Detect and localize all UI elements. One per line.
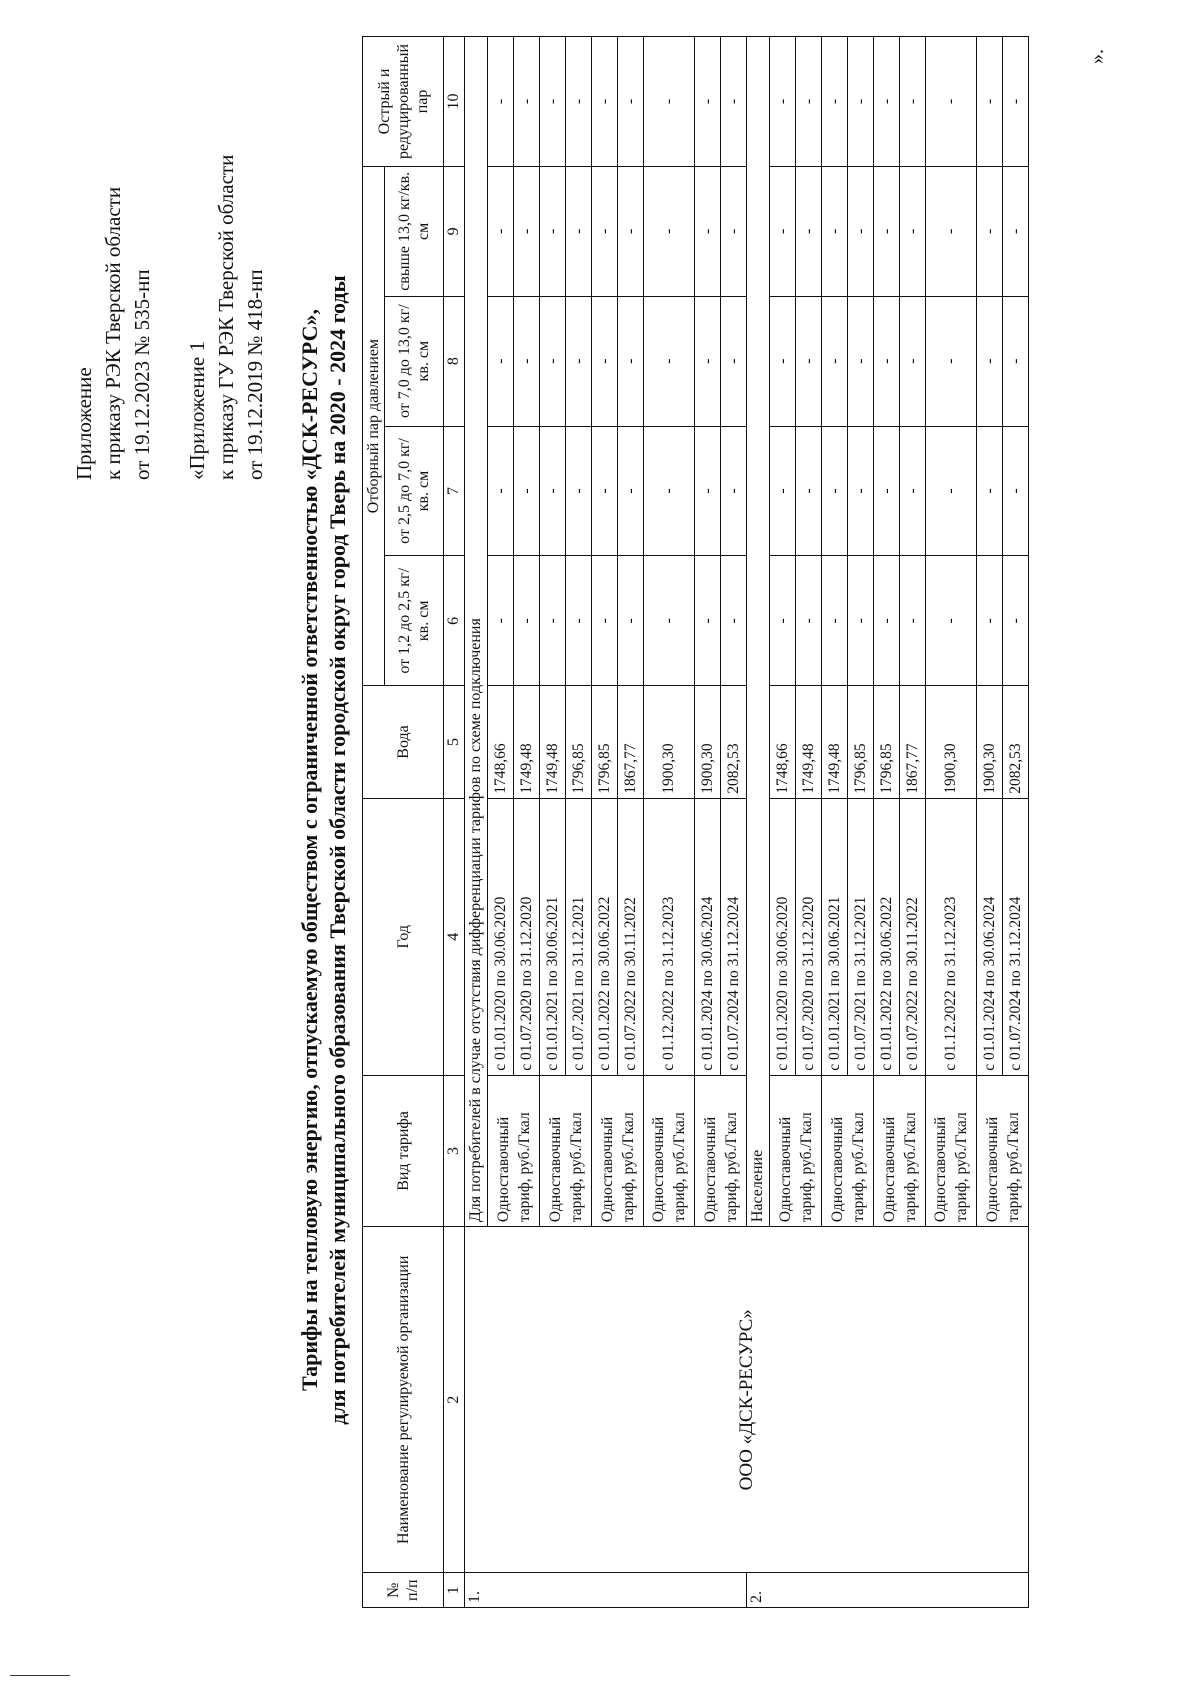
empty-dash-cell: - xyxy=(1003,556,1029,686)
closing-quote: ». xyxy=(1086,49,1108,64)
title-line-1: Тарифы на тепловую энергию, отпускаемую обществом с ограниченной ответственностью «ДСК-РЕСУРС», xyxy=(297,308,322,1392)
empty-dash-cell: - xyxy=(592,37,618,167)
empty-dash-cell: - xyxy=(926,166,977,296)
tariff-kind: Одноставочный тариф, руб./Гкал xyxy=(540,1075,592,1226)
water-tariff-value: 1900,30 xyxy=(695,686,721,799)
header-kind: Вид тарифа xyxy=(363,1075,444,1226)
tariff-kind: Одноставочный тариф, руб./Гкал xyxy=(770,1075,822,1226)
empty-dash-cell: - xyxy=(695,556,721,686)
empty-dash-cell: - xyxy=(721,296,747,426)
column-index-cell: 7 xyxy=(444,426,465,556)
tariff-period: с 01.01.2020 по 30.06.2020 xyxy=(770,798,796,1075)
empty-dash-cell: - xyxy=(770,166,796,296)
empty-dash-cell: - xyxy=(900,426,926,556)
prev-appendix-label: «Приложение 1 xyxy=(185,341,209,480)
prev-appendix-order: к приказу ГУ РЭК Тверской области xyxy=(214,154,238,480)
tariff-period: с 01.07.2024 по 31.12.2024 xyxy=(721,798,747,1075)
header-year: Год xyxy=(363,798,444,1075)
empty-dash-cell: - xyxy=(618,37,644,167)
section-row xyxy=(465,37,488,1608)
column-index-cell: 1 xyxy=(444,1573,465,1608)
empty-dash-cell: - xyxy=(721,166,747,296)
empty-dash-cell: - xyxy=(796,296,822,426)
empty-dash-cell: - xyxy=(770,296,796,426)
empty-dash-cell: - xyxy=(540,296,566,426)
water-tariff-value: 1796,85 xyxy=(566,686,592,799)
empty-dash-cell: - xyxy=(977,296,1003,426)
tariff-period: с 01.07.2020 по 31.12.2020 xyxy=(514,798,540,1075)
empty-dash-cell: - xyxy=(822,166,848,296)
empty-dash-cell: - xyxy=(848,426,874,556)
water-tariff-value: 1748,66 xyxy=(770,686,796,799)
empty-dash-cell: - xyxy=(1003,426,1029,556)
section-title: Для потребителей в случае отсутствия дифференциации тарифов по схеме подключения xyxy=(465,37,488,1227)
tariff-kind: Одноставочный тариф, руб./Гкал xyxy=(822,1075,874,1226)
column-index-cell: 10 xyxy=(444,37,465,167)
empty-dash-cell: - xyxy=(900,37,926,167)
header-num: № п/п xyxy=(363,1573,444,1608)
empty-dash-cell: - xyxy=(618,166,644,296)
water-tariff-value: 1749,48 xyxy=(514,686,540,799)
empty-dash-cell: - xyxy=(874,166,900,296)
organization-name: ООО «ДСК-РЕСУРС» xyxy=(465,1227,1029,1573)
empty-dash-cell: - xyxy=(874,426,900,556)
empty-dash-cell: - xyxy=(514,296,540,426)
appendix-label: Приложение xyxy=(72,367,96,480)
empty-dash-cell: - xyxy=(926,556,977,686)
header-water: Вода xyxy=(363,686,444,799)
empty-dash-cell: - xyxy=(874,556,900,686)
empty-dash-cell: - xyxy=(488,37,514,167)
water-tariff-value: 2082,53 xyxy=(1003,686,1029,799)
empty-dash-cell: - xyxy=(695,37,721,167)
water-tariff-value: 1900,30 xyxy=(926,686,977,799)
water-tariff-value: 1796,85 xyxy=(874,686,900,799)
tariff-period: с 01.01.2021 по 30.06.2021 xyxy=(822,798,848,1075)
empty-dash-cell: - xyxy=(644,166,695,296)
header-p3: от 7,0 до 13,0 кг/кв. см xyxy=(385,296,444,426)
header-p2: от 2,5 до 7,0 кг/кв. см xyxy=(385,426,444,556)
water-tariff-value: 1749,48 xyxy=(540,686,566,799)
tariff-kind: Одноставочный тариф, руб./Гкал xyxy=(488,1075,540,1226)
empty-dash-cell: - xyxy=(644,556,695,686)
empty-dash-cell: - xyxy=(721,556,747,686)
empty-dash-cell: - xyxy=(848,296,874,426)
empty-dash-cell: - xyxy=(592,556,618,686)
empty-dash-cell: - xyxy=(796,166,822,296)
water-tariff-value: 1749,48 xyxy=(796,686,822,799)
column-index-cell: 8 xyxy=(444,296,465,426)
empty-dash-cell: - xyxy=(514,426,540,556)
appendix-header xyxy=(70,60,270,480)
empty-dash-cell: - xyxy=(514,166,540,296)
empty-dash-cell: - xyxy=(566,37,592,167)
empty-dash-cell: - xyxy=(618,296,644,426)
water-tariff-value: 2082,53 xyxy=(721,686,747,799)
tariff-period: с 01.07.2022 по 30.11.2022 xyxy=(900,798,926,1075)
empty-dash-cell: - xyxy=(592,166,618,296)
column-index-cell: 6 xyxy=(444,556,465,686)
empty-dash-cell: - xyxy=(488,556,514,686)
document-title xyxy=(296,100,352,1600)
tariff-period: с 01.07.2020 по 31.12.2020 xyxy=(796,798,822,1075)
scan-mark xyxy=(10,1675,70,1676)
empty-dash-cell: - xyxy=(770,37,796,167)
empty-dash-cell: - xyxy=(618,556,644,686)
empty-dash-cell: - xyxy=(592,426,618,556)
empty-dash-cell: - xyxy=(514,556,540,686)
empty-dash-cell: - xyxy=(926,296,977,426)
empty-dash-cell: - xyxy=(695,426,721,556)
tariff-period: с 01.07.2022 по 30.11.2022 xyxy=(618,798,644,1075)
empty-dash-cell: - xyxy=(796,556,822,686)
tariff-period: с 01.12.2022 по 31.12.2023 xyxy=(926,798,977,1075)
column-index-row xyxy=(444,37,465,1608)
empty-dash-cell: - xyxy=(540,426,566,556)
tariff-kind: Одноставочный тариф, руб./Гкал xyxy=(592,1075,644,1226)
empty-dash-cell: - xyxy=(1003,296,1029,426)
empty-dash-cell: - xyxy=(900,296,926,426)
header-org: Наименование регулируемой организации xyxy=(363,1227,444,1573)
empty-dash-cell: - xyxy=(488,166,514,296)
empty-dash-cell: - xyxy=(566,296,592,426)
tariff-period: с 01.01.2022 по 30.06.2022 xyxy=(874,798,900,1075)
tariff-kind: Одноставочный тариф, руб./Гкал xyxy=(926,1075,977,1226)
appendix-date: от 19.12.2023 № 535-нп xyxy=(130,269,154,480)
water-tariff-value: 1796,85 xyxy=(592,686,618,799)
empty-dash-cell: - xyxy=(644,37,695,167)
tariff-period: с 01.07.2021 по 31.12.2021 xyxy=(848,798,874,1075)
empty-dash-cell: - xyxy=(848,166,874,296)
tariff-period: с 01.01.2021 по 30.06.2021 xyxy=(540,798,566,1075)
header-p1: от 1,2 до 2,5 кг/кв. см xyxy=(385,556,444,686)
empty-dash-cell: - xyxy=(822,37,848,167)
empty-dash-cell: - xyxy=(618,426,644,556)
water-tariff-value: 1867,77 xyxy=(900,686,926,799)
empty-dash-cell: - xyxy=(721,37,747,167)
empty-dash-cell: - xyxy=(900,166,926,296)
water-tariff-value: 1749,48 xyxy=(822,686,848,799)
appendix-order: к приказу РЭК Тверской области xyxy=(101,186,125,480)
empty-dash-cell: - xyxy=(926,37,977,167)
empty-dash-cell: - xyxy=(540,37,566,167)
tariff-period: с 01.01.2024 по 30.06.2024 xyxy=(695,798,721,1075)
header-p4: свыше 13,0 кг/кв. см xyxy=(385,166,444,296)
empty-dash-cell: - xyxy=(822,296,848,426)
empty-dash-cell: - xyxy=(977,37,1003,167)
empty-dash-cell: - xyxy=(1003,166,1029,296)
water-tariff-value: 1900,30 xyxy=(644,686,695,799)
tariff-period: с 01.07.2021 по 31.12.2021 xyxy=(566,798,592,1075)
empty-dash-cell: - xyxy=(848,556,874,686)
empty-dash-cell: - xyxy=(644,426,695,556)
tariff-kind: Одноставочный тариф, руб./Гкал xyxy=(644,1075,695,1226)
rotated-landscape-content xyxy=(0,40,1130,1640)
header-steam-group: Отборный пар давлением xyxy=(363,166,385,685)
empty-dash-cell: - xyxy=(540,166,566,296)
water-tariff-value: 1748,66 xyxy=(488,686,514,799)
empty-dash-cell: - xyxy=(796,37,822,167)
water-tariff-value: 1900,30 xyxy=(977,686,1003,799)
title-line-2: для потребителей муниципального образования Тверской области городской округ город Тверь на 2020 - 2024 годы xyxy=(325,275,350,1425)
column-index-cell: 9 xyxy=(444,166,465,296)
section-number: 1. xyxy=(465,1573,747,1608)
empty-dash-cell: - xyxy=(514,37,540,167)
tariff-kind: Одноставочный тариф, руб./Гкал xyxy=(874,1075,926,1226)
tariff-period: с 01.01.2020 по 30.06.2020 xyxy=(488,798,514,1075)
tariff-table xyxy=(362,36,1029,1608)
section-title: Население xyxy=(747,37,770,1227)
water-tariff-value: 1796,85 xyxy=(848,686,874,799)
empty-dash-cell: - xyxy=(644,296,695,426)
empty-dash-cell: - xyxy=(566,426,592,556)
water-tariff-value: 1867,77 xyxy=(618,686,644,799)
empty-dash-cell: - xyxy=(540,556,566,686)
empty-dash-cell: - xyxy=(592,296,618,426)
tariff-period: с 01.07.2024 по 31.12.2024 xyxy=(1003,798,1029,1075)
column-index-cell: 5 xyxy=(444,686,465,799)
empty-dash-cell: - xyxy=(488,426,514,556)
tariff-period: с 01.12.2022 по 31.12.2023 xyxy=(644,798,695,1075)
empty-dash-cell: - xyxy=(848,37,874,167)
column-index-cell: 4 xyxy=(444,798,465,1075)
empty-dash-cell: - xyxy=(822,426,848,556)
column-index-cell: 2 xyxy=(444,1227,465,1573)
empty-dash-cell: - xyxy=(926,426,977,556)
empty-dash-cell: - xyxy=(721,426,747,556)
prev-appendix-date: от 19.12.2019 № 418-нп xyxy=(243,269,267,480)
empty-dash-cell: - xyxy=(695,166,721,296)
empty-dash-cell: - xyxy=(822,556,848,686)
empty-dash-cell: - xyxy=(977,556,1003,686)
empty-dash-cell: - xyxy=(977,426,1003,556)
tariff-period: с 01.01.2022 по 30.06.2022 xyxy=(592,798,618,1075)
header-sharp-steam: Острый и редуцированный пар xyxy=(363,37,444,167)
tariff-kind: Одноставочный тариф, руб./Гкал xyxy=(695,1075,747,1226)
empty-dash-cell: - xyxy=(977,166,1003,296)
section-number: 2. xyxy=(747,1573,1029,1608)
empty-dash-cell: - xyxy=(695,296,721,426)
empty-dash-cell: - xyxy=(874,296,900,426)
tariff-period: с 01.01.2024 по 30.06.2024 xyxy=(977,798,1003,1075)
tariff-kind: Одноставочный тариф, руб./Гкал xyxy=(977,1075,1029,1226)
column-index-cell: 3 xyxy=(444,1075,465,1226)
empty-dash-cell: - xyxy=(796,426,822,556)
empty-dash-cell: - xyxy=(1003,37,1029,167)
empty-dash-cell: - xyxy=(770,426,796,556)
empty-dash-cell: - xyxy=(488,296,514,426)
empty-dash-cell: - xyxy=(900,556,926,686)
empty-dash-cell: - xyxy=(566,166,592,296)
empty-dash-cell: - xyxy=(770,556,796,686)
empty-dash-cell: - xyxy=(874,37,900,167)
empty-dash-cell: - xyxy=(566,556,592,686)
